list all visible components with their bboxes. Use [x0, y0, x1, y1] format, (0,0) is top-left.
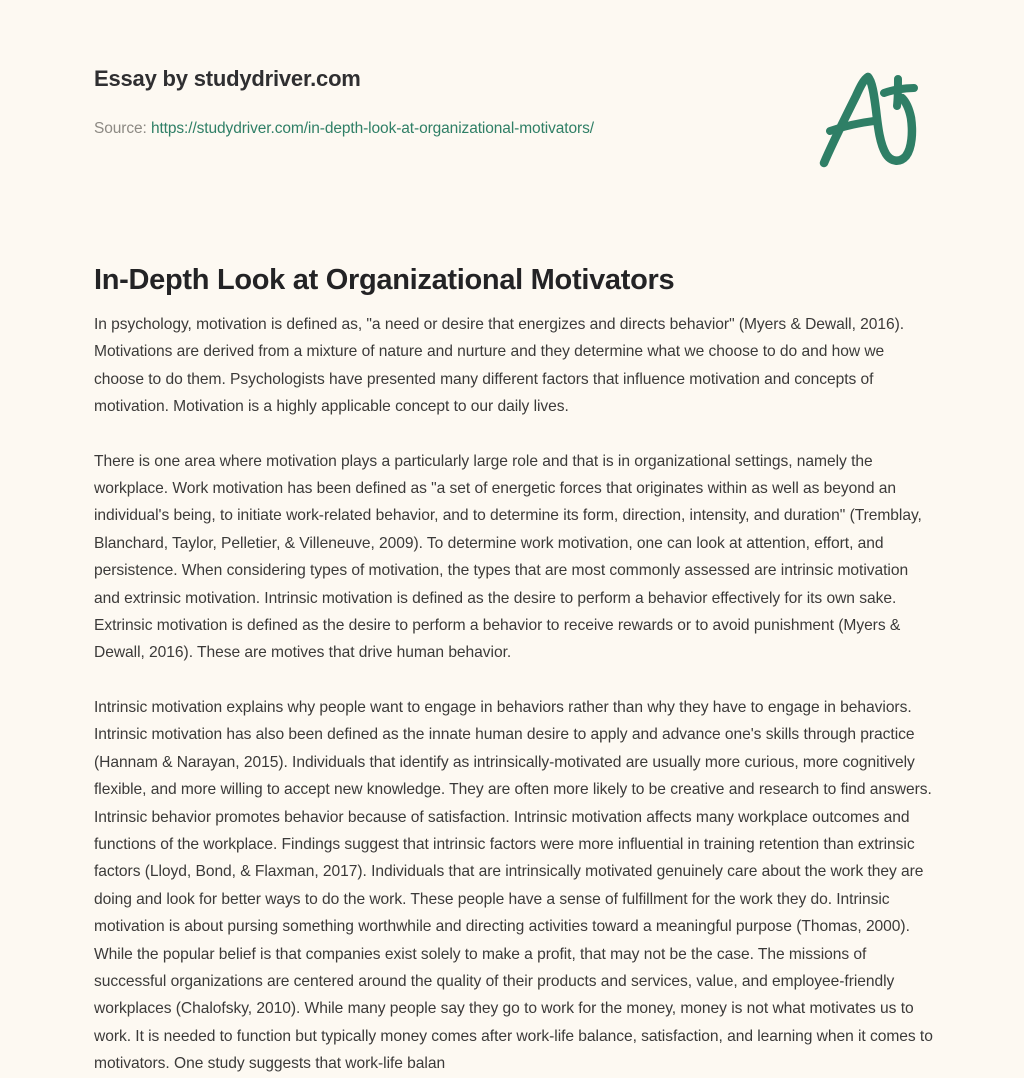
page-title: In-Depth Look at Organizational Motivators	[94, 264, 675, 297]
body-paragraph: Intrinsic motivation explains why people want to engage in behaviors rather than why they have to engage in behaviors. Intrinsic motivation has also been defined as the innate human desire to apply and advance one's skills through practice (Hannam & Narayan, 2015). Individuals that identify as intrinsically-motivated are usually more curious, more cognitively flexible, and more willing to accept new knowledge. They are often more likely to be creative and research to find answers. Intrinsic behavior promotes behavior because of satisfaction. Intrinsic motivation affects many workplace outcomes and functions of the workplace. Findings suggest that intrinsic factors were more influential in training retention than extrinsic factors (Lloyd, Bond, & Flaxman, 2017). Individuals that are intrinsically motivated genuinely care about the work they are doing and look for better ways to do the work. These people have a sense of fulfillment for the work they do. Intrinsic motivation is about pursing something worthwhile and directing activities toward a meaningful purpose (Thomas, 2000). While the popular belief is that companies exist solely to make a profit, that may not be the case. The missions of successful organizations are centered around the quality of their products and services, value, and employee-friendly workplaces (Chalofsky, 2010). While many people say they go to work for the money, money is not what motivates us to work. It is needed to function but typically money comes after work-life balance, satisfaction, and learning when it comes to motivators. One study suggests that work-life balan	[94, 698, 933, 1073]
brand-byline: Essay by studydriver.com	[94, 66, 361, 91]
source-line	[94, 120, 594, 138]
source-label: Source:	[94, 120, 147, 137]
a-plus-logo-icon	[812, 66, 932, 172]
body-paragraph: In psychology, motivation is defined as, "a need or desire that energizes and directs behavior" (Myers & Dewall, 2016). Motivations are derived from a mixture of nature and nurture and they determine what we choose to do and how we choose to do them. Psychologists have presented many different factors that influence motivation and concepts of motivation. Motivation is a highly applicable concept to our daily lives.	[94, 316, 905, 416]
source-url-link[interactable]: https://studydriver.com/in-depth-look-at-organizational-motivators/	[150, 120, 594, 137]
a-plus-logo	[812, 66, 932, 172]
essay-body	[94, 311, 936, 1078]
body-paragraph: There is one area where motivation plays a particularly large role and that is in organizational settings, namely the workplace. Work motivation has been defined as "a set of energetic forces that originates within as well as beyond an individual's being, to initiate work-related behavior, and to determine its form, direction, intensity, and duration" (Tremblay, Blanchard, Taylor, Pelletier, & Villeneuve, 2009). To determine work motivation, one can look at attention, effort, and persistence. When considering types of motivation, the types that are most commonly assessed are intrinsic motivation and extrinsic motivation. Intrinsic motivation is defined as the desire to perform a behavior effectively for its own sake. Extrinsic motivation is defined as the desire to perform a behavior to receive rewards or to avoid punishment (Myers & Dewall, 2016). These are motives that drive human behavior.	[94, 452, 922, 662]
page-header	[0, 0, 1024, 200]
